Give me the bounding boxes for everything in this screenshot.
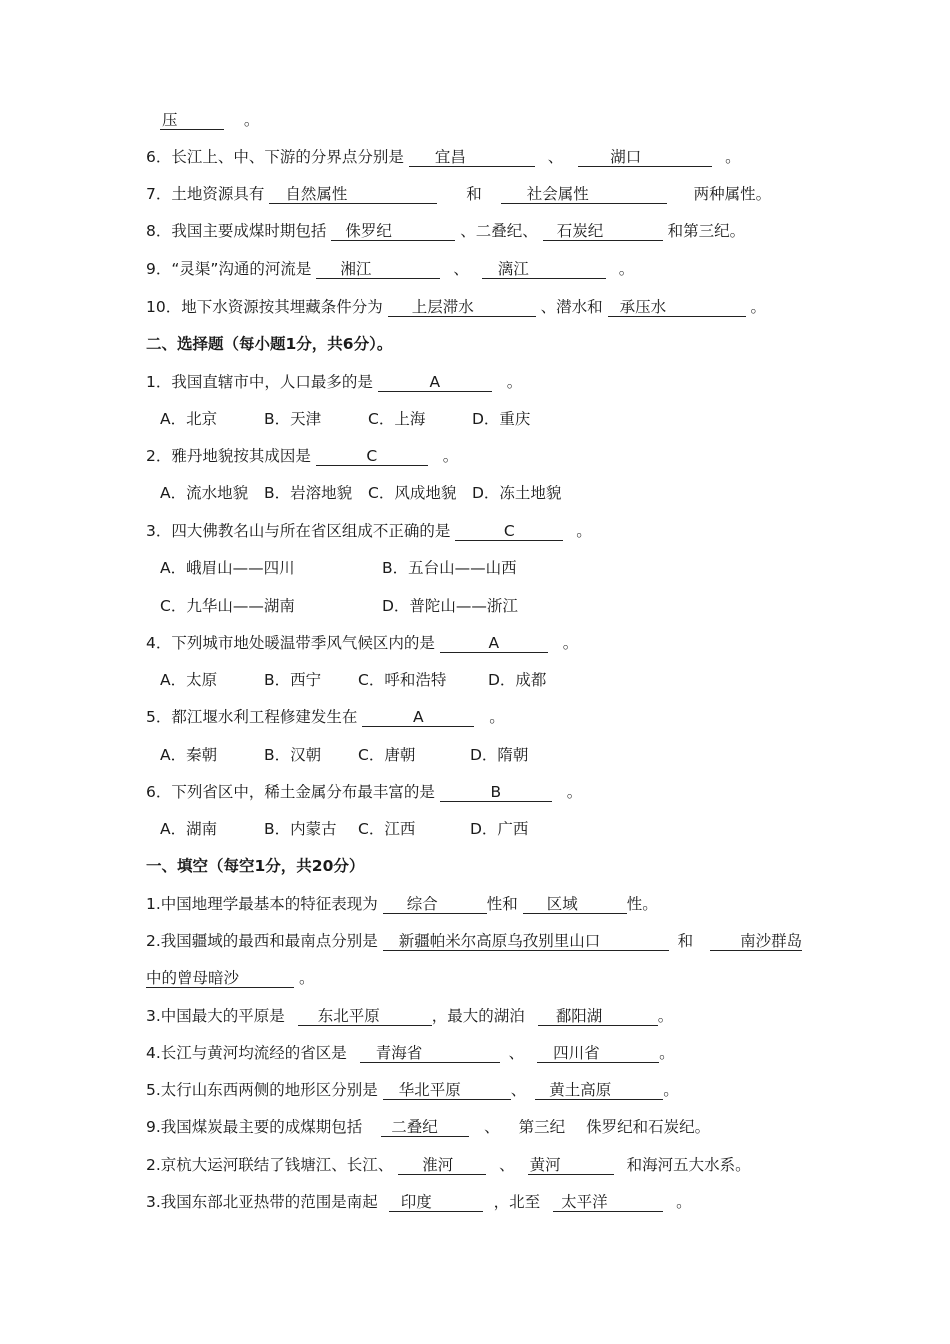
answer-blank: C	[316, 447, 428, 466]
fragment-line	[160, 110, 259, 130]
question-text: 、	[453, 260, 469, 278]
question-text: 性和	[486, 895, 518, 913]
question-10	[146, 297, 766, 317]
question-text: 3.中国最大的平原是	[146, 1007, 285, 1025]
options-row	[160, 409, 530, 429]
answer-blank: 侏罗纪	[331, 222, 455, 241]
option: D．广西	[470, 820, 529, 838]
question-text: 我国主要成煤时期包括	[171, 222, 327, 240]
answer-blank: 华北平原	[383, 1081, 511, 1100]
option: D．成都	[488, 671, 547, 689]
question-text: 5.太行山东西两侧的地形区分别是	[146, 1081, 378, 1099]
question-9	[146, 259, 634, 279]
punct: 。	[243, 111, 260, 129]
question-text: 。	[725, 148, 741, 166]
option: B．内蒙古	[264, 820, 337, 838]
question-text: 、潜水和	[540, 298, 603, 316]
option: A．太原	[160, 671, 218, 689]
fill-question-4	[146, 1043, 675, 1063]
option: D．重庆	[472, 410, 531, 428]
question-text: 、二叠纪、	[460, 222, 538, 240]
fill-question-3	[146, 1006, 673, 1026]
question-text: 1．我国直辖市中，人口最多的是	[146, 373, 373, 391]
question-text: 4.长江与黄河均流经的省区是	[146, 1044, 347, 1062]
question-text: 3.我国东部北亚热带的范围是南起	[146, 1193, 378, 1211]
question-number: 9．	[146, 260, 172, 278]
options-row	[160, 819, 528, 839]
punct: 。	[489, 708, 505, 726]
question-text: 5．都江堰水利工程修建发生在	[146, 708, 358, 726]
answer-blank: 湘江	[316, 260, 440, 279]
fill-question-1	[146, 894, 658, 914]
answer-blank: 宜昌	[409, 148, 535, 167]
option: D．隋朝	[470, 746, 529, 764]
question-number: 7．	[146, 185, 172, 203]
question-text: 地下水资源按其埋藏条件分为	[181, 298, 383, 316]
answer-blank: 四川省	[537, 1044, 659, 1063]
question-text: “灵渠”沟通的河流是	[171, 260, 312, 278]
question-text: 。	[298, 969, 315, 987]
option: C．呼和浩特	[358, 671, 447, 689]
punct: 。	[576, 522, 592, 540]
answer-blank: C	[455, 522, 563, 541]
answer-blank: 承压水	[608, 298, 746, 317]
question-text: 。	[657, 1007, 674, 1025]
question-text: 和	[466, 185, 482, 203]
option: C．风成地貌	[368, 484, 457, 502]
answer-blank: 黄土高原	[535, 1081, 663, 1100]
question-text: 两种属性。	[693, 185, 772, 203]
question-text: 。	[618, 260, 635, 278]
answer-blank: 压	[160, 111, 224, 130]
question-text: 侏罗纪和石炭纪。	[586, 1118, 711, 1136]
option: B．西宁	[264, 671, 322, 689]
answer-blank: A	[362, 708, 474, 727]
option: A．峨眉山——四川	[160, 559, 295, 577]
question-text: 。	[750, 298, 767, 316]
question-text: 9.我国煤炭最主要的成煤期包括	[146, 1118, 363, 1136]
question-text: 1.中国地理学最基本的特征表现为	[146, 895, 378, 913]
fill-question-2-cont	[146, 968, 314, 988]
question-text: 、	[547, 148, 564, 166]
question-8	[146, 221, 745, 241]
option: A．湖南	[160, 820, 218, 838]
answer-blank: 区域	[523, 895, 627, 914]
question-text: 、	[510, 1081, 527, 1099]
question-text: 6．下列省区中，稀土金属分布最丰富的是	[146, 783, 435, 801]
question-6	[146, 147, 741, 167]
fill-question-5	[146, 1080, 679, 1100]
option: C．九华山——湖南	[160, 597, 295, 615]
question-text: 土地资源具有	[171, 185, 265, 203]
answer-blank: A	[378, 373, 492, 392]
option: B．岩溶地貌	[264, 484, 353, 502]
answer-blank: 新疆帕米尔高原乌孜别里山口	[383, 932, 669, 951]
option: D．普陀山——浙江	[382, 597, 518, 615]
question-text: 2.京杭大运河联结了钱塘江、长江、	[146, 1156, 394, 1174]
question-text: 、	[499, 1156, 515, 1174]
answer-blank: 南沙群岛	[710, 932, 802, 951]
answer-blank: A	[440, 634, 548, 653]
answer-blank: 湖口	[578, 148, 712, 167]
question-text: 2．雅丹地貌按其成因是	[146, 447, 311, 465]
mc-question-6	[146, 782, 582, 802]
answer-blank: 综合	[383, 895, 487, 914]
question-text: 。	[663, 1081, 679, 1099]
option: A．流水地貌	[160, 484, 249, 502]
question-text: 性。	[626, 895, 658, 913]
answer-blank: 社会属性	[501, 185, 667, 204]
punct: 。	[566, 783, 583, 801]
option: B．汉朝	[264, 746, 322, 764]
question-text: 第三纪	[518, 1118, 566, 1136]
section-title: 二、选择题（每小题1分，共6分）。	[146, 335, 393, 353]
question-text: 、	[484, 1118, 500, 1136]
question-text: 。	[676, 1193, 692, 1211]
punct: 。	[506, 373, 523, 391]
question-text: 、	[508, 1044, 525, 1062]
question-text: ，最大的湖泊	[431, 1007, 525, 1025]
answer-blank: 石炭纪	[543, 222, 663, 241]
question-text: 3．四大佛教名山与所在省区组成不正确的是	[146, 522, 451, 540]
question-text: 2.我国疆域的最西和最南点分别是	[146, 932, 378, 950]
answer-blank: 上层滞水	[388, 298, 536, 317]
options-row	[160, 596, 518, 616]
answer-blank: 黄河	[528, 1156, 614, 1175]
fill-question-2	[146, 931, 802, 951]
question-text: 和第三纪。	[667, 222, 746, 240]
answer-blank: 中的曾母暗沙	[146, 969, 294, 988]
answer-blank: 东北平原	[298, 1007, 432, 1026]
answer-blank: 淮河	[398, 1156, 486, 1175]
question-text: 4．下列城市地处暖温带季风气候区内的是	[146, 634, 435, 652]
question-text: 和海河五大水系。	[626, 1156, 751, 1174]
question-number: 6．	[146, 148, 172, 166]
answer-blank: 印度	[389, 1193, 483, 1212]
mc-question-4	[146, 633, 578, 653]
answer-blank: 二叠纪	[381, 1118, 469, 1137]
answer-blank: 自然属性	[269, 185, 437, 204]
option: C．上海	[368, 410, 426, 428]
option: B．天津	[264, 410, 322, 428]
mc-question-5	[146, 707, 505, 727]
answer-blank: 太平洋	[553, 1193, 663, 1212]
answer-blank: 鄱阳湖	[538, 1007, 658, 1026]
fill-question-2b	[146, 1155, 751, 1175]
question-text: 长江上、中、下游的分界点分别是	[171, 148, 404, 166]
question-text: 和	[677, 932, 694, 950]
option: C．唐朝	[358, 746, 416, 764]
answer-blank: B	[440, 783, 552, 802]
option: C．江西	[358, 820, 416, 838]
answer-blank: 青海省	[360, 1044, 500, 1063]
mc-question-1	[146, 372, 522, 392]
options-row	[160, 745, 528, 765]
fill-question-3b	[146, 1192, 692, 1212]
punct: 。	[442, 447, 459, 465]
mc-question-2	[146, 446, 458, 466]
fill-question-9	[146, 1117, 710, 1137]
option: A．北京	[160, 410, 218, 428]
option: D．冻土地貌	[472, 484, 562, 502]
options-row	[160, 483, 561, 503]
option: B．五台山——山西	[382, 559, 517, 577]
punct: 。	[562, 634, 579, 652]
answer-blank: 漓江	[482, 260, 606, 279]
question-number: 8．	[146, 222, 172, 240]
question-number: 10．	[146, 298, 182, 316]
question-7	[146, 184, 771, 204]
question-text: 。	[659, 1044, 675, 1062]
option: A．秦朝	[160, 746, 218, 764]
section-title: 一、填空（每空1分，共20分）	[146, 857, 365, 875]
options-row	[160, 558, 517, 578]
question-text: ，北至	[493, 1193, 541, 1211]
options-row	[160, 670, 546, 690]
mc-question-3	[146, 521, 592, 541]
